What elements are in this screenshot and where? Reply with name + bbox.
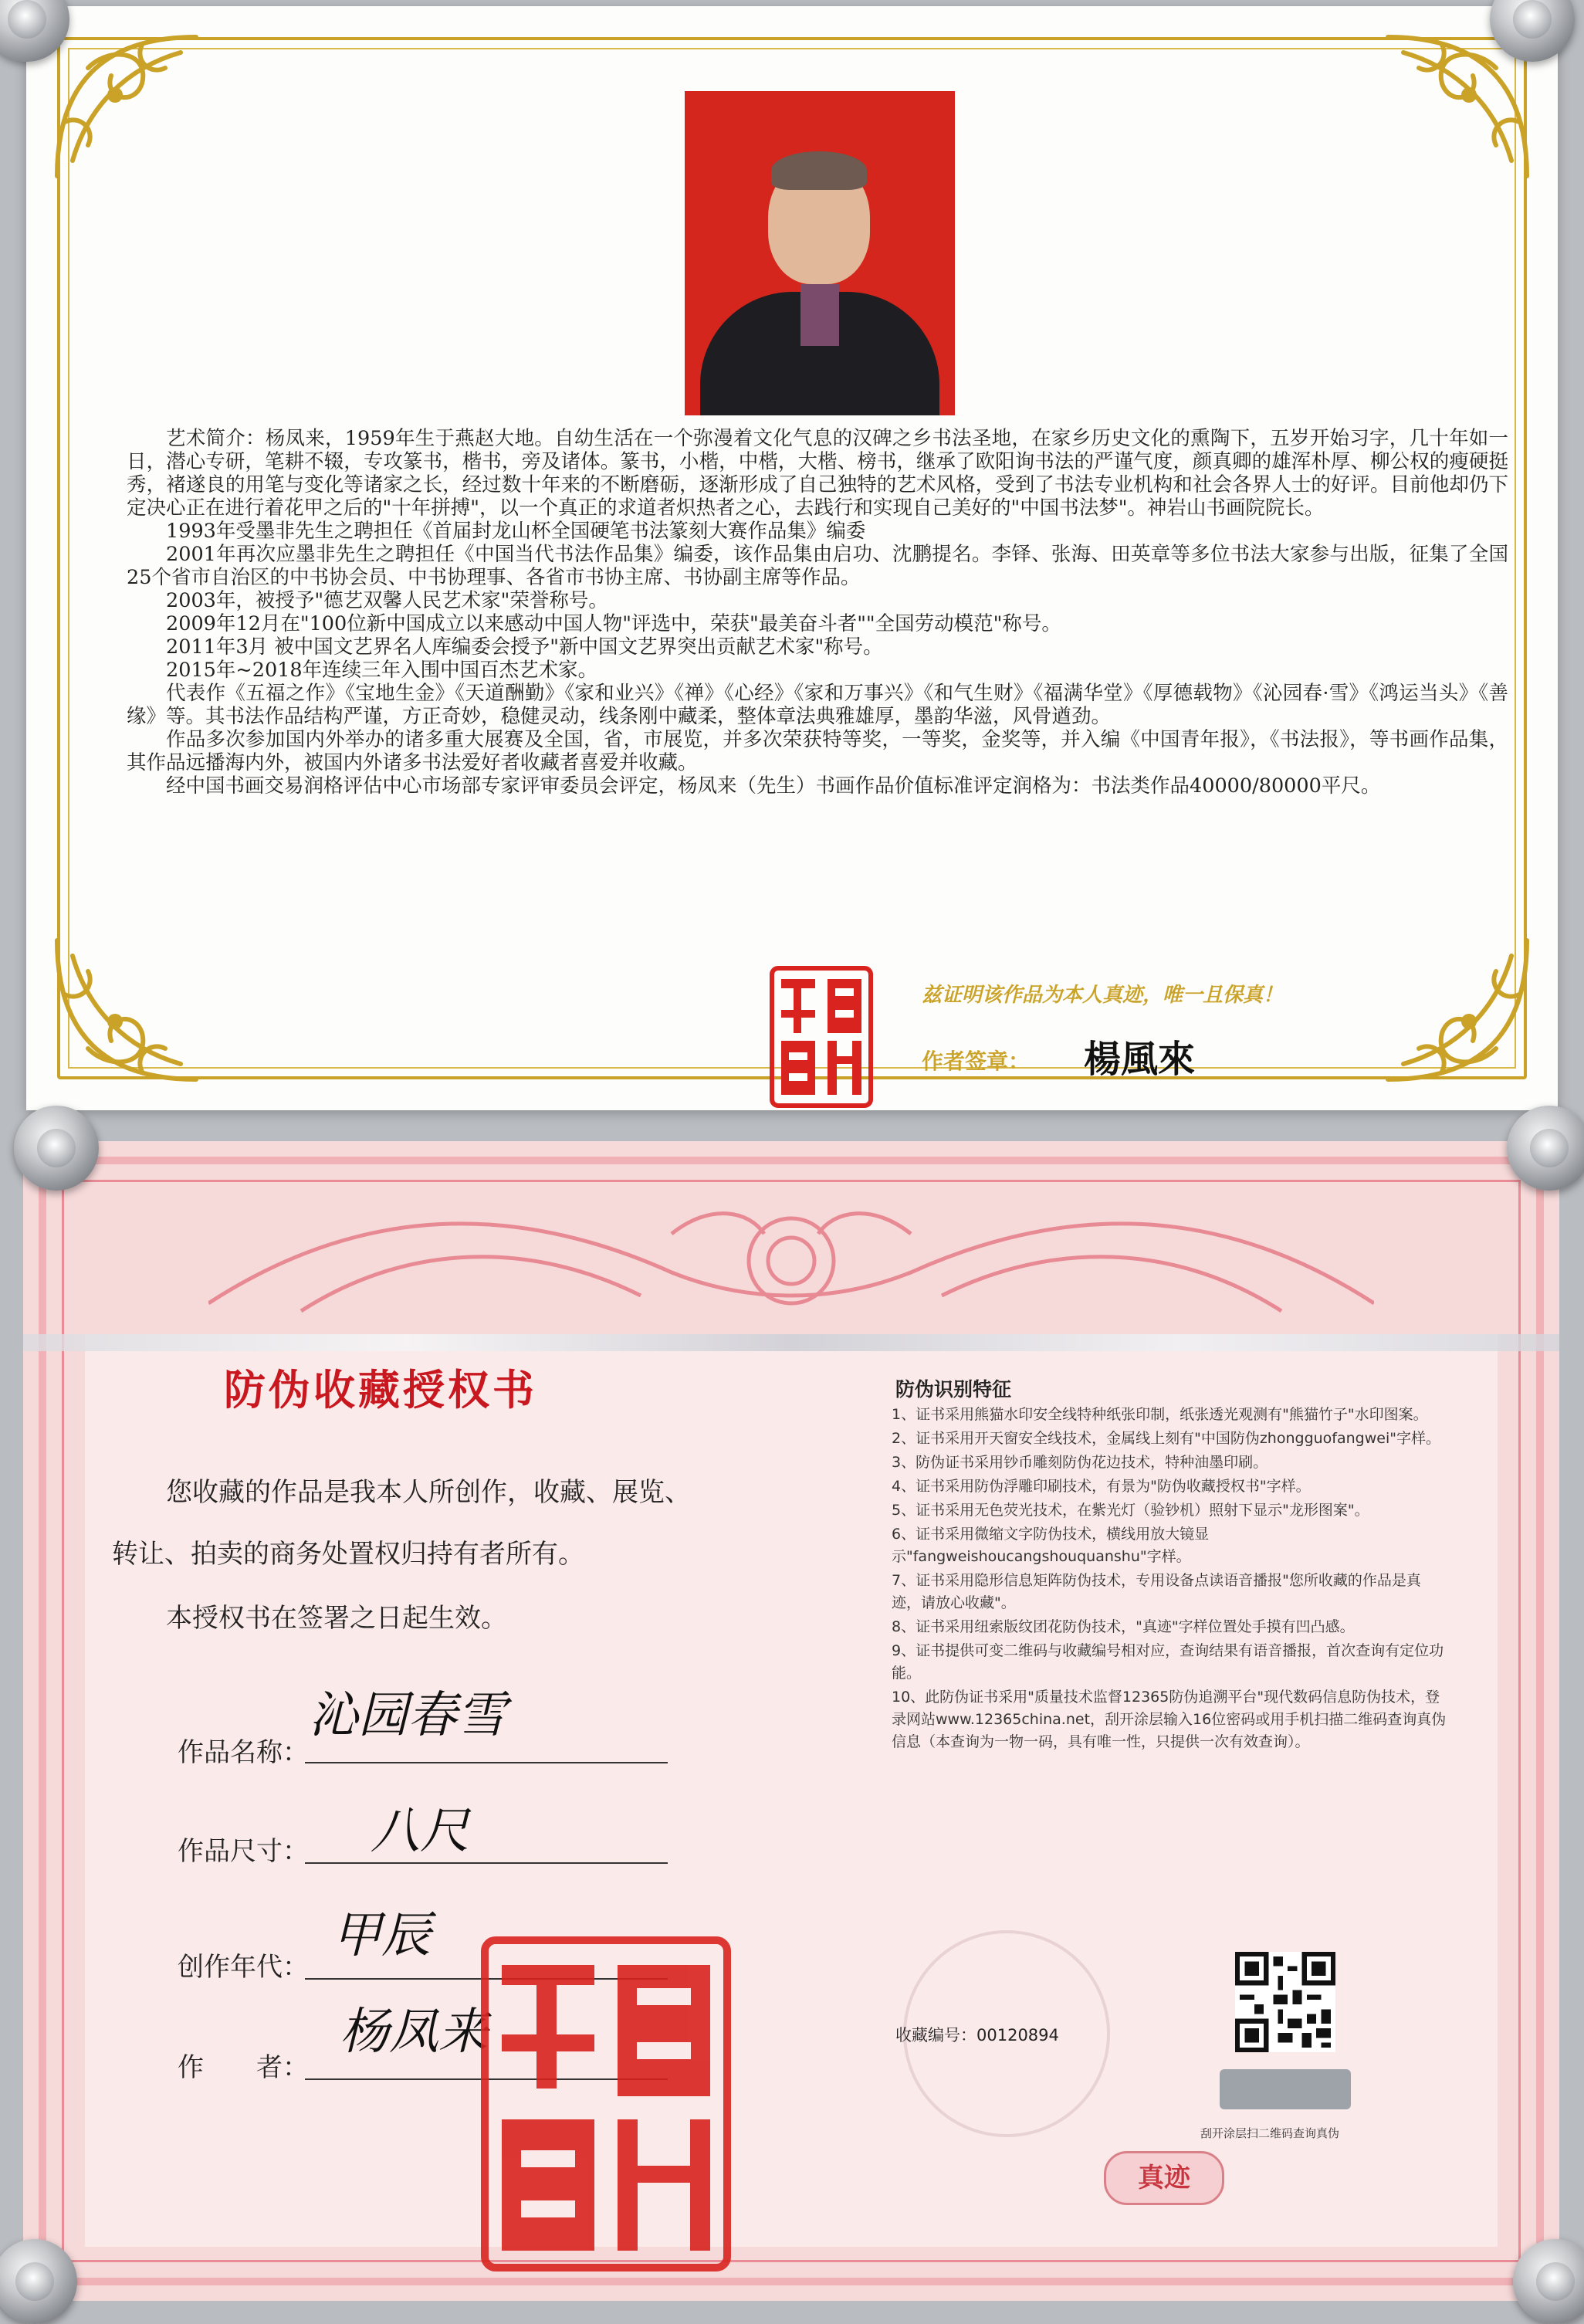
list-item: 4、证书采用防伪浮雕印刷技术，有景为"防伪收藏授权书"字样。	[892, 1478, 1311, 1495]
qr-code-icon[interactable]	[1235, 1952, 1335, 2052]
artist-biography	[127, 427, 1508, 798]
bio-paragraph: 经中国书画交易润格评估中心市场部专家评审委员会评定，杨凤来（先生）书画作品价值标准评定润格为：书法类作品40000/80000平尺。	[166, 774, 1381, 798]
list-item: 5、证书采用无色荧光技术，在紫光灯（验钞机）照射下显示"龙形图案"。	[892, 1502, 1369, 1519]
bio-paragraph: 代表作《五福之作》《宝地生金》《天道酬勤》《家和业兴》《禅》《心经》《家和万事兴》《和气生财》《福满华堂》《厚德载物》《沁园春·雪》《鸿运当头》《善缘》等。其书法作品结构严谨，方正奇妙，稳健灵动，线条刚中藏柔，整体章法典雅雄厚，墨韵华滋，风骨遒劲。	[127, 682, 1508, 728]
collection-serial	[895, 2023, 1059, 2046]
author-label: 作 者：	[178, 2052, 309, 2083]
bio-paragraph: 作品多次参加国内外举办的诸多重大展赛及全国，省，市展览，并多次荣获特等奖，一等奖，金奖等，并入编《中国青年报》，《书法报》，等书画作品集，其作品远播海内外，被国内外诸多书法爱好者收藏者喜爱并收藏。	[127, 728, 1508, 774]
work-name-label: 作品名称：	[178, 1737, 309, 1768]
artist-portrait-photo	[685, 91, 955, 415]
anti-counterfeit-title: 防伪识别特征	[895, 1378, 1012, 1401]
anti-counterfeit-list	[892, 1404, 1447, 1755]
work-size-underline	[305, 1862, 668, 1864]
bio-paragraph: 2011年3月 被中国文艺界名人库编委会授予"新中国文艺界突出贡献艺术家"称号。	[166, 635, 883, 659]
serial-number: 00120894	[976, 2026, 1059, 2045]
work-size-label: 作品尺寸：	[178, 1836, 309, 1867]
work-size-value: 八尺	[371, 1803, 469, 1860]
list-item: 6、证书采用微缩文字防伪技术，横线用放大镜显示"fangweishoucangshouquanshu"字样。	[892, 1526, 1210, 1565]
list-item: 10、此防伪证书采用"质量技术监督12365防伪追溯平台"现代数码信息防伪技术，登录网站www.12365china.net，刮开涂层输入16位密码或用手机扫描二维码查询真伪信息（本查询为一物一码，具有唯一性，只提供一次有效查询）。	[892, 1689, 1447, 1750]
work-name-underline	[305, 1762, 668, 1763]
bio-paragraph: 艺术简介：杨凤来，1959年生于燕赵大地。自幼生活在一个弥漫着文化气息的汉碑之乡书法圣地，在家乡历史文化的熏陶下，五岁开始习字，几十年如一日，潜心专研，笔耕不辍，专攻篆书，楷书，旁及诸体。篆书，小楷，中楷，大楷、榜书，继承了欧阳询书法的严谨气度，颜真卿的雄浑朴厚、柳公权的瘦硬挺秀，褚遂良的用笔与变化等诸家之长，经过数十年来的不断磨砺，逐渐形成了自己独特的艺术风格，受到了书法专业机构和社会各界人士的好评。目前他却仍下定决心正在进行着花甲之后的"十年拼搏"，以一个真正的求道者炽热者之心，去践行和实现自己美好的"中国书法梦"。神岩山书画院院长。	[127, 427, 1508, 520]
artist-seal-stamp-icon	[767, 964, 875, 1110]
authorization-text-line: 转让、拍卖的商务处置权归持有者所有。	[112, 1539, 584, 1570]
scratch-off-panel[interactable]	[1220, 2069, 1351, 2109]
authenticity-statement: 兹证明该作品为本人真迹，唯一且保真！	[922, 984, 1284, 1007]
guilloche-ornament-icon	[208, 1187, 1374, 1334]
gold-corner-ornament-icon	[42, 917, 219, 1095]
work-name-value: 沁园春雪	[309, 1687, 506, 1744]
signature-label: 作者签章：	[922, 1049, 1031, 1074]
hologram-security-strip	[23, 1334, 1559, 1351]
authorization-text-line: 您收藏的作品是我本人所创作，收藏、展览、	[166, 1477, 691, 1508]
red-seal-stamp-icon	[479, 1934, 733, 2274]
author-signature-value: 杨凤来	[340, 2004, 488, 2061]
list-item: 2、证书采用开天窗安全线技术，金属线上刻有"中国防伪zhongguofangwei"字样。	[892, 1430, 1440, 1447]
list-item: 8、证书采用纽索版纹团花防伪技术，"真迹"字样位置处手摸有凹凸感。	[892, 1618, 1355, 1635]
authorization-title: 防伪收藏授权书	[224, 1366, 537, 1414]
bio-paragraph: 2003年，被授予"德艺双馨人民艺术家"荣誉称号。	[166, 589, 608, 612]
list-item: 1、证书采用熊猫水印安全线特种纸张印制，纸张透光观测有"熊猫竹子"水印图案。	[892, 1406, 1428, 1423]
gold-corner-ornament-icon	[1365, 917, 1542, 1095]
creation-year-value: 甲辰	[332, 1907, 431, 1964]
binder-clip-icon	[14, 1106, 99, 1191]
bio-paragraph: 1993年受墨非先生之聘担任《首届封龙山杯全国硬笔书法篆刻大赛作品集》编委	[166, 520, 866, 543]
bio-paragraph: 2015年~2018年连续三年入围中国百杰艺术家。	[166, 659, 598, 682]
list-item: 9、证书提供可变二维码与收藏编号相对应，查询结果有语音播报，首次查询有定位功能。	[892, 1642, 1444, 1682]
list-item: 3、防伪证书采用钞币雕刻防伪花边技术，特种油墨印刷。	[892, 1454, 1268, 1471]
bio-paragraph: 2009年12月在"100位新中国成立以来感动中国人物"评选中，荣获"最美奋斗者""全国劳动模范"称号。	[166, 612, 1061, 635]
binder-clip-icon	[0, 2239, 77, 2324]
authentic-emboss-mark: 真迹	[1104, 2151, 1224, 2205]
list-item: 7、证书采用隐形信息矩阵防伪技术，专用设备点读语音播报"您所收藏的作品是真迹，请放心收藏"。	[892, 1572, 1421, 1611]
artist-signature: 楊風來	[1084, 1038, 1196, 1081]
binder-clip-icon	[1507, 1106, 1584, 1191]
gold-corner-ornament-icon	[42, 22, 219, 199]
serial-label: 收藏编号：	[895, 2026, 976, 2045]
scratch-note: 刮开涂层扫二维码查询真伪	[1200, 2126, 1340, 2140]
bio-paragraph: 2001年再次应墨非先生之聘担任《中国当代书法作品集》编委，该作品集由启功、沈鹏提名。李铎、张海、田英章等多位书法大家参与出版，征集了全国25个省市自治区的中书协会员、中书协理事、各省市书协主席、书协副主席等作品。	[127, 543, 1508, 589]
binder-clip-icon	[1513, 2239, 1584, 2324]
artist-certificate	[26, 6, 1558, 1110]
creation-year-label: 创作年代：	[178, 1952, 309, 1983]
authorization-text-line: 本授权书在签署之日起生效。	[166, 1603, 507, 1634]
